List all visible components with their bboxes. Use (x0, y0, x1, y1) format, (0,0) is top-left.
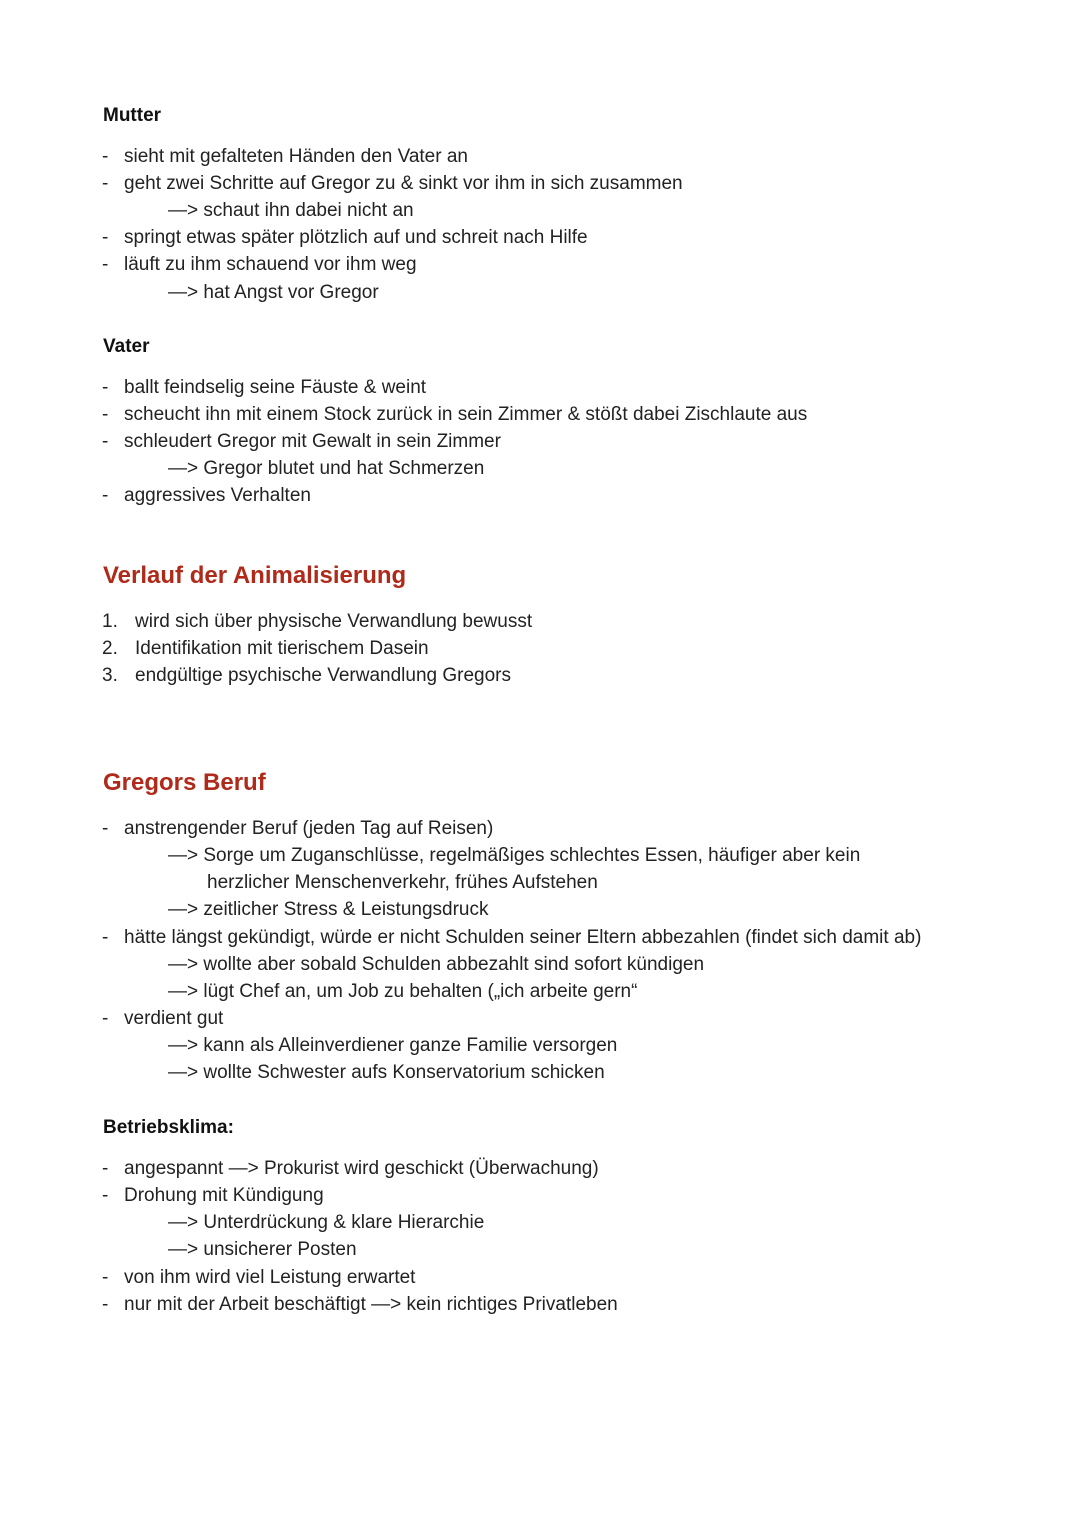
arrow-item-text: Unterdrückung & klare Hierarchie (203, 1212, 485, 1233)
item-text: wird sich über physische Verwandlung bewusst (135, 611, 533, 632)
section-heading-beruf: Gregors Beruf (103, 769, 266, 796)
arrow-item-text: zeitlicher Stress & Leistungsdruck (203, 899, 489, 920)
section-title-betriebsklima: Betriebsklima: (103, 1117, 234, 1138)
arrow-item (168, 1211, 484, 1235)
bullet-item: - ballt feindselig seine Fäuste & weint (124, 376, 426, 400)
bullet-item: - scheucht ihn mit einem Stock zurück in sein Zimmer & stößt dabei Zischlaute aus (124, 403, 807, 427)
bullet-item: - schleudert Gregor mit Gewalt in sein Zimmer (124, 430, 501, 454)
bullet-item: - verdient gut (124, 1007, 223, 1031)
arrow-item-text: lügt Chef an, um Job zu behalten („ich arbeite gern“ (203, 981, 638, 1002)
arrow-item-text: unsicherer Posten (203, 1239, 357, 1260)
arrow-item-text: wollte aber sobald Schulden abbezahlt sind sofort kündigen (203, 954, 705, 975)
bullet-item: - aggressives Verhalten (124, 484, 311, 508)
bullet-item: - nur mit der Arbeit beschäftigt —> kein richtiges Privatleben (124, 1293, 618, 1317)
bullet-item: - läuft zu ihm schauend vor ihm weg (124, 253, 417, 277)
arrow-item (168, 980, 637, 1004)
section-heading-animalisierung: Verlauf der Animalisierung (103, 562, 407, 589)
arrow-item-text: kann als Alleinverdiener ganze Familie versorgen (203, 1035, 618, 1056)
arrow-item-text: schaut ihn dabei nicht an (203, 200, 414, 221)
section-title-mutter: Mutter (103, 105, 162, 126)
arrow-item-text: Gregor blutet und hat Schmerzen (203, 458, 485, 479)
arrow-item (168, 457, 484, 481)
item-text: endgültige psychische Verwandlung Gregors (135, 665, 512, 686)
arrow-item (168, 1238, 357, 1262)
bullet-item: - geht zwei Schritte auf Gregor zu & sinkt vor ihm in sich zusammen (124, 172, 683, 196)
arrow-item (168, 281, 379, 305)
bullet-item: - Drohung mit Kündigung (124, 1184, 324, 1208)
bullet-item: - springt etwas später plötzlich auf und schreit nach Hilfe (124, 226, 588, 250)
arrow-item (168, 898, 489, 922)
item-number: 2. (102, 638, 118, 659)
item-number: 3. (102, 665, 118, 686)
numbered-item (102, 664, 512, 688)
arrow-item (168, 1034, 617, 1058)
arrow-item-text: Sorge um Zuganschlüsse, regelmäßiges schlechtes Essen, häufiger aber kein (203, 845, 861, 866)
item-text: Identifikation mit tierischem Dasein (135, 638, 429, 659)
bullet-item: - angespannt —> Prokurist wird geschickt (Überwachung) (124, 1157, 599, 1181)
bullet-item: - anstrengender Beruf (jeden Tag auf Reisen) (124, 817, 493, 841)
arrow-item-text: wollte Schwester aufs Konservatorium schicken (203, 1062, 605, 1083)
bullet-item: - von ihm wird viel Leistung erwartet (124, 1266, 415, 1290)
numbered-item (102, 637, 429, 661)
arrow-item (168, 1061, 605, 1085)
continuation-line: herzlicher Menschenverkehr, frühes Aufstehen (207, 872, 598, 893)
arrow-item (168, 953, 704, 977)
numbered-item (102, 610, 533, 634)
section-title-vater: Vater (103, 336, 150, 357)
item-number: 1. (102, 611, 118, 632)
arrow-item (168, 844, 860, 868)
bullet-item: - sieht mit gefalteten Händen den Vater an (124, 145, 468, 169)
bullet-item: - hätte längst gekündigt, würde er nicht Schulden seiner Eltern abbezahlen (findet sich damit ab) (124, 926, 921, 950)
arrow-item (168, 199, 414, 223)
arrow-item-text: hat Angst vor Gregor (203, 282, 379, 303)
